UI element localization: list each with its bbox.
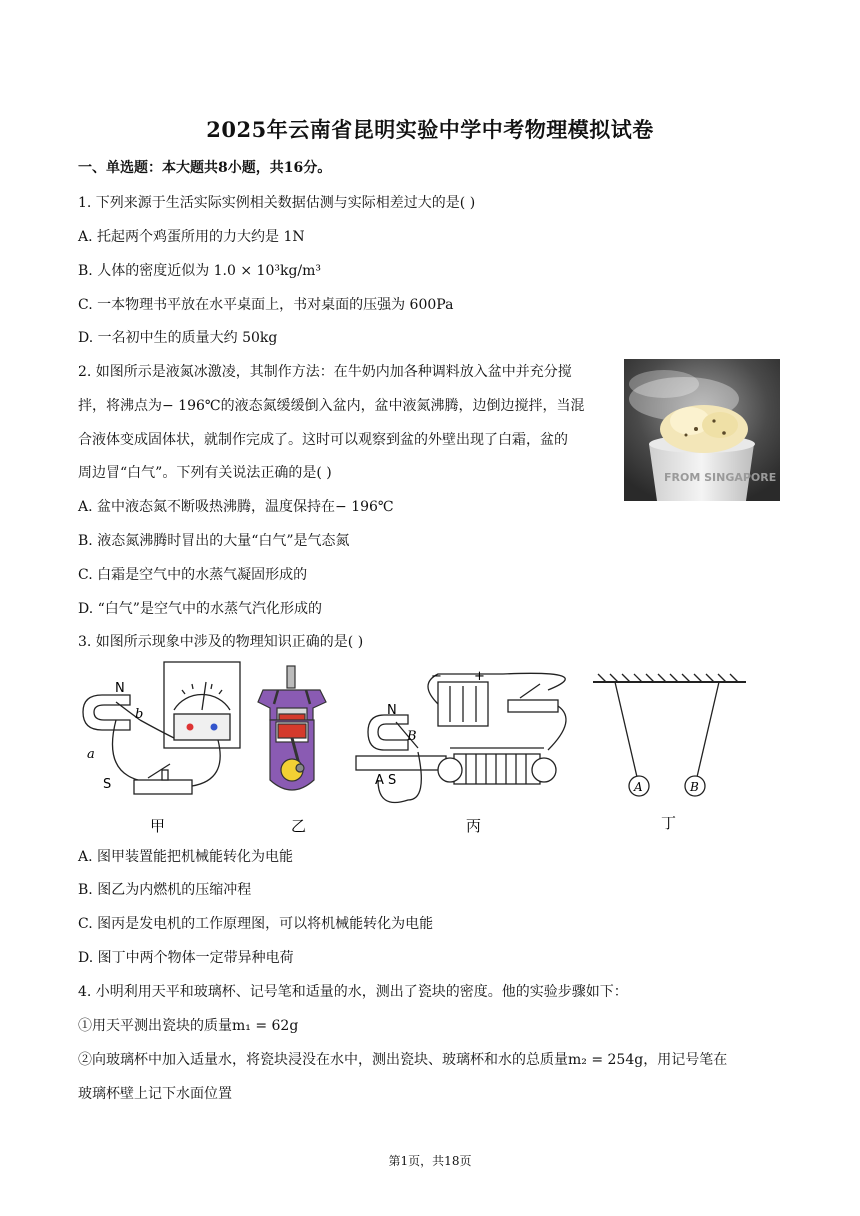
q2-stem-line-2: 拌，将沸点为− 196℃的液态氮缓缓倒入盆内，盆中液氮沸腾，边倒边搅拌，当混 <box>78 398 585 414</box>
jia-mark-b: b <box>135 707 144 722</box>
page-title: 2025年云南省昆明实验中学中考物理模拟试卷 <box>206 117 654 142</box>
bing-mark-b: B <box>407 729 417 744</box>
q1-option-b: B. 人体的密度近似为 1.0 × 10³kg/m³ <box>78 263 322 279</box>
figure-label-ding: 丁 <box>661 814 677 832</box>
q4-step-2-line-1: ②向玻璃杯中加入适量水，将瓷块浸没在水中，测出瓷块、玻璃杯和水的总质量m₂ = 254g，用记号笔在 <box>78 1052 728 1068</box>
q4-step-1: ①用天平测出瓷块的质量m₁ = 62g <box>78 1018 299 1034</box>
bing-mark-n: N <box>387 703 397 718</box>
q2-stem-line-3: 合液体变成固体状，就制作完成了。这时可以观察到盆的外壁出现了白霜，盆的 <box>78 432 568 448</box>
figure-jia <box>83 662 240 794</box>
jia-mark-s: S <box>103 777 112 792</box>
q1-option-a: A. 托起两个鸡蛋所用的力大约是 1N <box>78 229 305 245</box>
q2-option-d: D. “白气”是空气中的水蒸气汽化形成的 <box>78 601 322 617</box>
q4-step-2-line-2: 玻璃杯壁上记下水面位置 <box>78 1086 232 1102</box>
ice-cream-photo <box>624 359 780 501</box>
q2-option-b: B. 液态氮沸腾时冒出的大量“白气”是气态氮 <box>78 533 350 549</box>
q4-stem: 4. 小明利用天平和玻璃杯、记号笔和适量的水，测出了瓷块的密度。他的实验步骤如下： <box>78 984 628 1000</box>
q3-figures <box>78 660 782 835</box>
section-heading: 一、单选题：本大题共8小题，共16分。 <box>78 160 332 176</box>
q2-stem-line-4: 周边冒“白气”。下列有关说法正确的是( ) <box>78 465 332 481</box>
figure-yi <box>258 666 326 790</box>
figure-ding <box>593 674 746 796</box>
jia-mark-n: N <box>115 681 125 696</box>
q2-option-c: C. 白霜是空气中的水蒸气凝固形成的 <box>78 567 308 583</box>
q3-option-a: A. 图甲装置能把机械能转化为电能 <box>78 849 294 865</box>
q3-option-b: B. 图乙为内燃机的压缩冲程 <box>78 882 252 898</box>
ding-mark-a: A <box>634 780 643 794</box>
cup-print: FROM SINGAPORE <box>664 471 777 484</box>
bing-mark-plus: + <box>474 669 485 684</box>
figure-label-yi: 乙 <box>291 817 307 835</box>
q1-option-c: C. 一本物理书平放在水平桌面上，书对桌面的压强为 600Pa <box>78 297 454 313</box>
page-footer: 第1页，共18页 <box>388 1154 472 1168</box>
q3-stem: 3. 如图所示现象中涉及的物理知识正确的是( ) <box>78 634 364 650</box>
bing-mark-minus: − <box>431 669 442 684</box>
q2-stem-line-1: 2. 如图所示是液氮冰激凌，其制作方法：在牛奶内加各种调料放入盆中并充分搅 <box>78 364 572 380</box>
figure-label-bing: 丙 <box>466 817 482 835</box>
q3-option-d: D. 图丁中两个物体一定带异种电荷 <box>78 950 294 966</box>
bing-mark-as: A S <box>375 773 397 788</box>
q2-option-a: A. 盆中液态氮不断吸热沸腾，温度保持在− 196℃ <box>78 499 394 515</box>
figure-label-jia: 甲 <box>150 817 166 835</box>
q1-stem: 1. 下列来源于生活实际实例相关数据估测与实际相差过大的是( ) <box>78 195 476 211</box>
jia-mark-a: a <box>87 747 95 762</box>
ding-mark-b: B <box>690 780 699 794</box>
q3-option-c: C. 图丙是发电机的工作原理图，可以将机械能转化为电能 <box>78 916 434 932</box>
q1-option-d: D. 一名初中生的质量大约 50kg <box>78 330 278 346</box>
